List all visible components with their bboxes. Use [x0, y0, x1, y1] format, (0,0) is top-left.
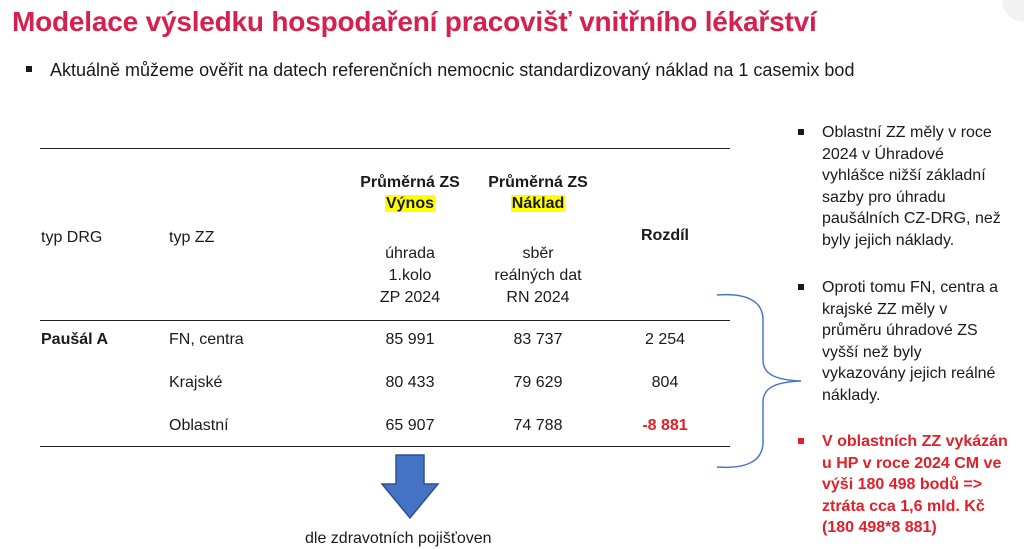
side-bullet-1	[798, 122, 1016, 251]
side-bullet-2-text	[822, 277, 1016, 406]
cell-vynos: 65 907	[385, 417, 435, 434]
cell-rozdil: 804	[651, 374, 679, 391]
cell-vynos: 80 433	[385, 374, 435, 391]
header-vynos-title: Průměrná ZS	[360, 174, 460, 191]
side-bullet-1-text	[822, 122, 1016, 251]
side-bullet-line: V oblastních ZZ vykázán	[822, 433, 1008, 450]
header-vynos-highlight-wrap	[345, 193, 475, 214]
side-bullet-2	[798, 277, 1016, 406]
side-bullet-line: vyhlášce nižší základní	[822, 167, 986, 184]
side-bullet-red-text	[822, 431, 1016, 539]
bullet-square-icon	[798, 284, 804, 290]
cell-naklad: 79 629	[513, 374, 563, 391]
side-bullet-line: byly jejich náklady.	[822, 231, 955, 249]
down-arrow-icon	[380, 454, 440, 520]
side-bullet-line: (180 498*8 881)	[822, 519, 937, 536]
cell-typ-zz: Oblastní	[169, 417, 229, 434]
header-naklad-sub-1: sběr	[522, 245, 554, 262]
intro-bullet-text: Aktuálně můžeme ověřit na datech referenčních nemocnic standardizovaný náklad na 1 casemix bod	[50, 60, 855, 80]
cell-vynos: 85 991	[385, 331, 435, 348]
cell-typ-zz: FN, centra	[169, 331, 244, 348]
side-bullet-line: průměru úhradové ZS	[822, 322, 978, 339]
side-bullet-line: vyšší než byly	[822, 343, 922, 361]
header-typ-zz: typ ZZ	[169, 229, 215, 246]
bullet-square-icon	[26, 66, 32, 72]
header-vynos-sub-1: úhrada	[385, 245, 435, 262]
table-header-rule	[40, 320, 730, 321]
header-typ-drg: typ DRG	[41, 229, 103, 246]
side-bullet-line: sazby pro úhradu	[822, 188, 946, 206]
header-naklad-title: Průměrná ZS	[488, 174, 588, 191]
header-naklad-highlight: Náklad	[511, 195, 565, 212]
side-bullet-line: náklady.	[822, 386, 881, 404]
header-naklad-sub-2: reálných dat	[494, 267, 582, 284]
side-bullet-line: krajské ZZ měly v	[822, 300, 948, 318]
cell-typ-zz: Krajské	[169, 374, 223, 391]
corner-decoration	[1002, 0, 1024, 22]
side-bullet-line: Oproti tomu FN, centra a	[822, 279, 999, 296]
page-title: Modelace výsledku hospodaření pracovišť vnitřního lékařství	[12, 6, 817, 37]
side-bullet-line: Oblastní ZZ měly v roce	[822, 124, 992, 141]
table-bottom-rule	[40, 446, 730, 447]
side-bullet-line: paušálních CZ-DRG, než	[822, 210, 1001, 227]
bullet-square-red-icon	[798, 438, 804, 444]
group-label: Paušál A	[41, 331, 108, 348]
header-rozdil: Rozdíl	[641, 227, 689, 244]
cell-rozdil: 2 254	[644, 331, 686, 348]
side-bullet-line: u HP v roce 2024 CM ve	[822, 454, 1002, 472]
right-brace-icon	[715, 290, 805, 472]
header-vynos-sub-3: ZP 2024	[379, 289, 441, 306]
header-vynos-sub-2: 1.kolo	[388, 267, 432, 284]
side-bullet-red	[798, 431, 1016, 539]
header-vynos-highlight: Výnos	[385, 195, 434, 212]
side-bullet-line: ztráta cca 1,6 mld. Kč	[822, 497, 985, 515]
bullet-square-icon	[798, 129, 804, 135]
header-naklad-highlight-wrap	[473, 193, 603, 214]
cell-naklad: 83 737	[513, 331, 563, 348]
arrow-caption: dle zdravotních pojišťoven	[305, 530, 492, 547]
side-bullet-line: vykazovány jejich reálné	[822, 365, 996, 382]
side-bullet-line: výši 180 498 bodů =>	[822, 476, 983, 493]
header-naklad-sub-3: RN 2024	[506, 289, 570, 306]
side-bullet-line: 2024 v Úhradové	[822, 145, 944, 163]
table-top-rule	[40, 148, 730, 149]
intro-bullet	[26, 60, 854, 81]
cell-naklad: 74 788	[513, 417, 563, 434]
cell-rozdil-negative: -8 881	[642, 417, 688, 434]
